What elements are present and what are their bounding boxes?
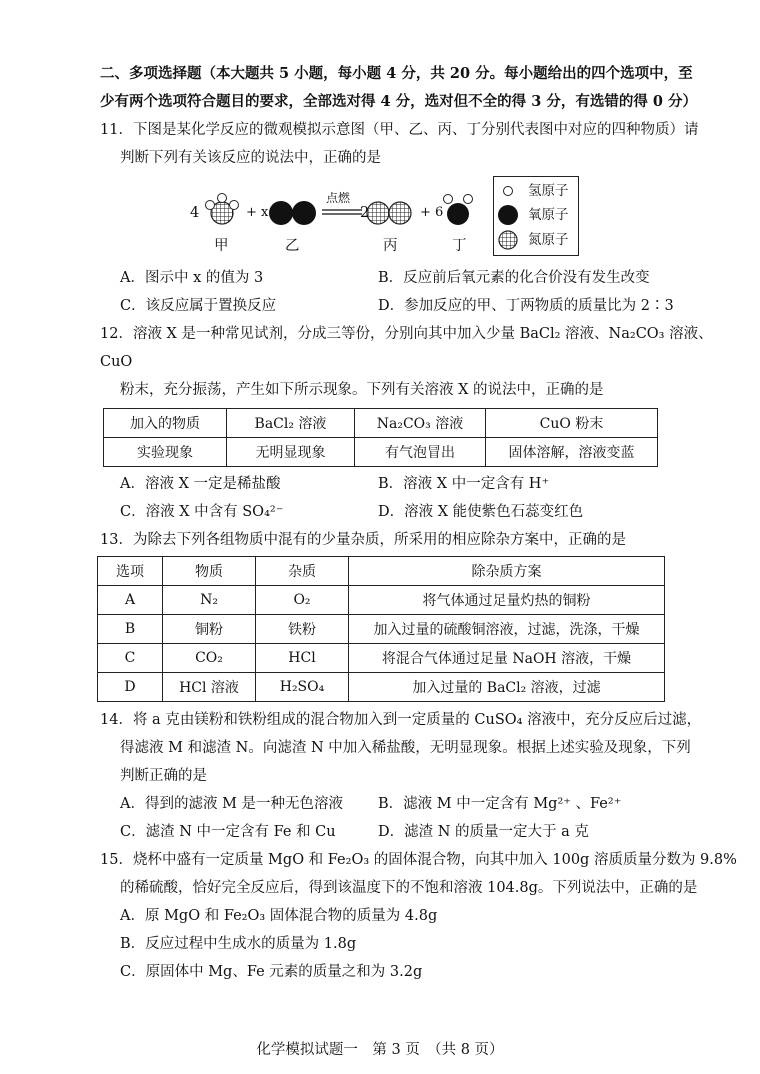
- q14-stem-line1: 14．将 a 克由镁粉和铁粉组成的混合物加入到一定质量的 CuSO₄ 溶液中，充分反应后过滤，: [100, 712, 702, 728]
- table-row: [104, 409, 658, 438]
- table-header: 杂质: [256, 557, 349, 586]
- table-cell: 无明显现象: [227, 438, 355, 467]
- label-yi: 乙: [285, 238, 300, 254]
- q12-option-c: C．溶液 X 中含有 SO₄²⁻: [120, 504, 284, 520]
- table-cell: 实验现象: [104, 438, 227, 467]
- table-cell: 加入过量的 BaCl₂ 溶液，过滤: [349, 673, 665, 702]
- molecule-jia: [206, 194, 239, 225]
- table-cell: 将气体通过足量灼热的铜粉: [349, 586, 665, 615]
- q15-option-c: C．原固体中 Mg、Fe 元素的质量之和为 3.2g: [120, 964, 423, 980]
- plus-x: + x: [246, 205, 269, 220]
- table-cell: B: [98, 615, 163, 644]
- legend-nitrogen: 氮原子: [528, 232, 569, 248]
- table-header: 物质: [163, 557, 256, 586]
- table-cell: 铜粉: [163, 615, 256, 644]
- q13-stem: 13．为除去下列各组物质中混有的少量杂质，所采用的相应除杂方案中，正确的是: [100, 532, 626, 548]
- q14-option-b: B．滤液 M 中一定含有 Mg²⁺ 、Fe²⁺: [378, 796, 622, 812]
- q14-option-c: C．滤渣 N 中一定含有 Fe 和 Cu: [120, 824, 336, 840]
- atom-legend: [493, 176, 579, 256]
- table-cell: N₂: [163, 586, 256, 615]
- hydrogen-atom-icon: [504, 187, 513, 196]
- table-header-row: [98, 557, 665, 586]
- q11-option-b: B．反应前后氧元素的化合价没有发生改变: [378, 270, 650, 286]
- page-footer: 化学模拟试题一 第 3 页 （共 8 页）: [256, 1042, 504, 1058]
- oxygen-atom-icon: [498, 205, 518, 225]
- q13-table: [97, 556, 665, 702]
- table-cell: HCl 溶液: [163, 673, 256, 702]
- table-row: [98, 673, 665, 702]
- table-cell: 将混合气体通过足量 NaOH 溶液，干燥: [349, 644, 665, 673]
- table-header: 除杂质方案: [349, 557, 665, 586]
- legend-hydrogen: 氢原子: [528, 183, 569, 199]
- q12-stem-line3: 粉末，充分振荡，产生如下所示现象。下列有关溶液 X 的说法中，正确的是: [120, 382, 604, 398]
- q15-stem-line1: 15．烧杯中盛有一定质量 MgO 和 Fe₂O₃ 的固体混合物，向其中加入 100g 溶质质量分数为 9.8%: [100, 852, 737, 868]
- q12-option-d: D．溶液 X 能使紫色石蕊变红色: [378, 504, 584, 520]
- table-cell: A: [98, 586, 163, 615]
- table-cell: CO₂: [163, 644, 256, 673]
- plus-6: + 6: [420, 205, 444, 220]
- q14-stem-line3: 判断正确的是: [120, 768, 207, 784]
- molecule-graphics: [0, 0, 760, 280]
- table-cell: 铁粉: [256, 615, 349, 644]
- q15-option-a: A．原 MgO 和 Fe₂O₃ 固体混合物的质量为 4.8g: [120, 908, 438, 924]
- table-row: [98, 644, 665, 673]
- q12-stem-line1: 12．溶液 X 是一种常见试剂，分成三等份，分别向其中加入少量 BaCl₂ 溶液、Na₂CO₃ 溶液、: [100, 326, 713, 342]
- q11-option-c: C．该反应属于置换反应: [120, 298, 277, 314]
- q11-stem-line1: 11．下图是某化学反应的微观模拟示意图（甲、乙、丙、丁分别代表图中对应的四种物质）请: [100, 122, 699, 138]
- table-row: [104, 438, 658, 467]
- table-cell: O₂: [256, 586, 349, 615]
- table-cell: 加入的物质: [104, 409, 227, 438]
- nitrogen-atom-icon: [499, 231, 517, 249]
- table-cell: 固体溶解，溶液变蓝: [486, 438, 658, 467]
- q15-stem-line2: 的稀硫酸，恰好完全反应后，得到该温度下的不饱和溶液 104.8g。下列说法中，正确的是: [120, 880, 698, 896]
- table-cell: D: [98, 673, 163, 702]
- table-cell: Na₂CO₃ 溶液: [355, 409, 486, 438]
- legend-oxygen: 氧原子: [528, 207, 569, 223]
- table-cell: HCl: [256, 644, 349, 673]
- q11-stem-line2: 判断下列有关该反应的说法中，正确的是: [120, 150, 381, 166]
- molecule-bing: [367, 202, 411, 224]
- q12-table: [103, 408, 658, 467]
- table-row: [98, 586, 665, 615]
- molecule-yi: [269, 201, 316, 225]
- coef-jia: 4: [190, 205, 200, 221]
- section-title-line1: 二、多项选择题（本大题共 5 小题，每小题 4 分，共 20 分。每小题给出的四个选项中，至: [100, 65, 693, 82]
- table-cell: 加入过量的硫酸铜溶液，过滤，洗涤，干燥: [349, 615, 665, 644]
- table-header: 选项: [98, 557, 163, 586]
- label-jia: 甲: [214, 238, 229, 254]
- table-row: [98, 615, 665, 644]
- q15-option-b: B．反应过程中生成水的质量为 1.8g: [120, 936, 357, 952]
- molecule-ding: [444, 195, 473, 226]
- reaction-condition: 点燃: [326, 191, 351, 205]
- table-cell: CuO 粉末: [486, 409, 658, 438]
- q11-option-a: A．图示中 x 的值为 3: [120, 270, 264, 286]
- coef-bing: 2: [360, 205, 370, 221]
- section-title-line2: 少有两个选项符合题目的要求，全部选对得 4 分，选对但不全的得 3 分，有选错的得 0 分）: [100, 93, 698, 110]
- q11-option-d: D．参加反应的甲、丁两物质的质量比为 2∶3: [378, 298, 674, 314]
- label-ding: 丁: [452, 238, 467, 254]
- table-cell: H₂SO₄: [256, 673, 349, 702]
- q12-stem-line2: CuO: [100, 354, 133, 370]
- q14-option-a: A．得到的滤液 M 是一种无色溶液: [120, 796, 344, 812]
- table-cell: C: [98, 644, 163, 673]
- table-cell: 有气泡冒出: [355, 438, 486, 467]
- label-bing: 丙: [383, 238, 398, 254]
- q12-option-b: B．溶液 X 中一定含有 H⁺: [378, 476, 550, 492]
- table-cell: BaCl₂ 溶液: [227, 409, 355, 438]
- q14-option-d: D．滤渣 N 的质量一定大于 a 克: [378, 824, 589, 840]
- q14-stem-line2: 得滤液 M 和滤渣 N。向滤渣 N 中加入稀盐酸，无明显现象。根据上述实验及现象，下列: [120, 740, 691, 756]
- q12-option-a: A．溶液 X 一定是稀盐酸: [120, 476, 281, 492]
